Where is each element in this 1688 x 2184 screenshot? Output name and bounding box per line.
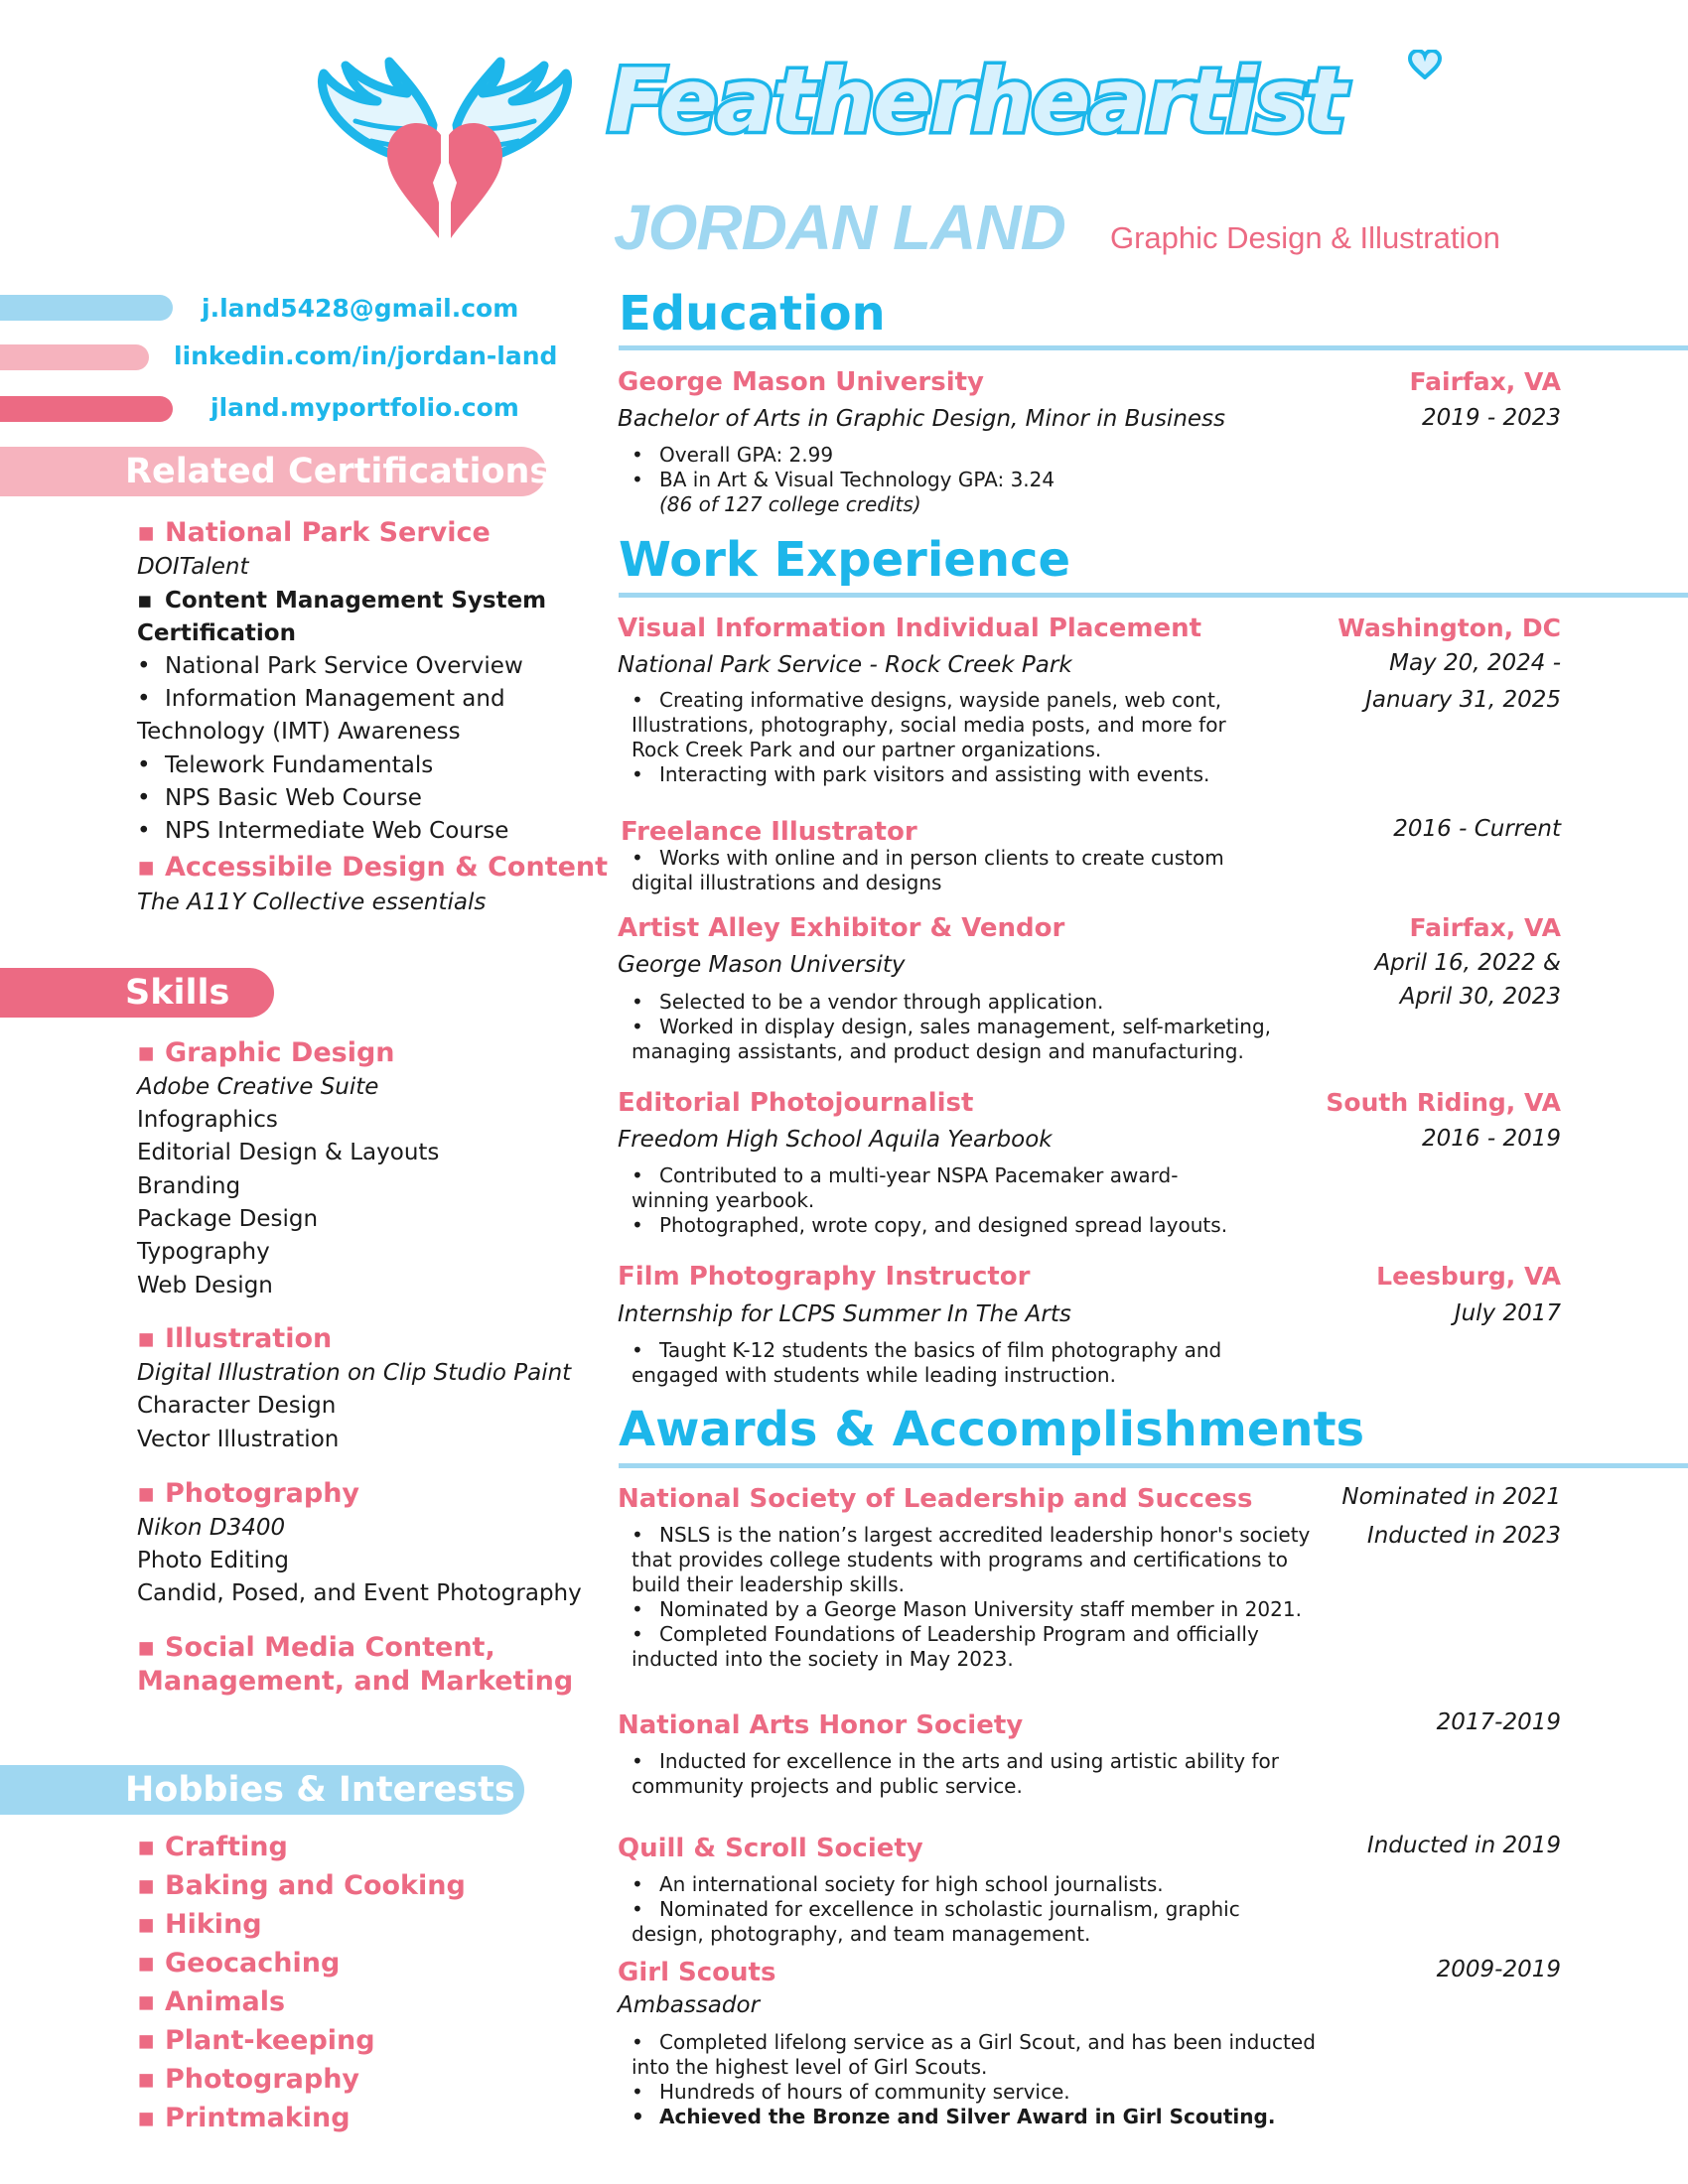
cert-item-continued: Technology (IMT) Awareness bbox=[137, 719, 461, 745]
winged-heart-logo bbox=[316, 44, 574, 252]
skill-item: Character Design bbox=[137, 1393, 337, 1419]
skill-item: Vector Illustration bbox=[137, 1427, 340, 1452]
person-name: JORDAN LAND bbox=[614, 192, 1065, 263]
cert-nps-sub: DOITalent bbox=[137, 554, 249, 580]
job-bullet: • Interacting with park visitors and assisting with events. bbox=[632, 762, 1210, 786]
cert-item: • NPS Basic Web Course bbox=[137, 785, 422, 811]
job-date: 2016 - Current bbox=[1393, 816, 1561, 842]
hobby-item: ▪ Geocaching bbox=[137, 1948, 341, 1979]
contact-bar-light-pink bbox=[0, 344, 149, 370]
award-bullet: • An international society for high school journalists. bbox=[632, 1872, 1164, 1896]
skill-item: Digital Illustration on Clip Studio Paint bbox=[137, 1360, 572, 1386]
job-bullet: • Worked in display design, sales management, self-marketing, bbox=[632, 1015, 1272, 1038]
job-date: 2016 - 2019 bbox=[1422, 1126, 1561, 1152]
section-pill-certifications: Related Certifications bbox=[0, 447, 546, 496]
cert-a11y-sub: The A11Y Collective essentials bbox=[137, 889, 487, 915]
hobby-item: ▪ Photography bbox=[137, 2064, 360, 2095]
job-title: Film Photography Instructor bbox=[618, 1262, 1031, 1292]
cert-item: • National Park Service Overview bbox=[137, 653, 523, 679]
job-org: George Mason University bbox=[618, 952, 906, 978]
award-role: Ambassador bbox=[618, 1992, 761, 2018]
award-bullet-continued: community projects and public service. bbox=[632, 1774, 1023, 1798]
award-title: Girl Scouts bbox=[618, 1958, 776, 1987]
award-date: 2009-2019 bbox=[1436, 1957, 1561, 1982]
cert-cms-line1: ▪ Content Management System bbox=[137, 588, 547, 614]
award-bullet: • Completed Foundations of Leadership Program and officially bbox=[632, 1622, 1259, 1646]
job-bullet: • Photographed, wrote copy, and designed spread layouts. bbox=[632, 1213, 1228, 1237]
job-bullet-continued: Illustrations, photography, social media posts, and more for bbox=[632, 713, 1226, 737]
skill-item: Typography bbox=[137, 1239, 270, 1265]
job-bullet-continued: engaged with students while leading instruction. bbox=[632, 1363, 1116, 1387]
skill-item: Adobe Creative Suite bbox=[137, 1074, 379, 1100]
section-pill-skills: Skills bbox=[0, 968, 274, 1018]
skill-heading: ▪ Social Media Content, bbox=[137, 1632, 495, 1663]
job-date: July 2017 bbox=[1454, 1300, 1561, 1326]
job-org: Freedom High School Aquila Yearbook bbox=[618, 1127, 1053, 1153]
tagline: Graphic Design & Illustration bbox=[1110, 220, 1500, 255]
square-bullet-icon: ▪ bbox=[137, 517, 156, 548]
section-rule bbox=[619, 345, 1688, 350]
hobby-item: ▪ Plant-keeping bbox=[137, 2025, 375, 2056]
award-date: Inducted in 2023 bbox=[1366, 1523, 1561, 1549]
job-bullet: • Selected to be a vendor through application. bbox=[632, 990, 1104, 1014]
job-bullet-continued: digital illustrations and designs bbox=[632, 871, 942, 894]
education-bullet: • BA in Art & Visual Technology GPA: 3.24 bbox=[632, 468, 1055, 491]
skill-heading: ▪ Illustration bbox=[137, 1323, 333, 1354]
hobby-item: ▪ Hiking bbox=[137, 1909, 262, 1940]
job-bullet: • Contributed to a multi-year NSPA Pacemaker award- bbox=[632, 1163, 1179, 1187]
skill-item: Nikon D3400 bbox=[137, 1515, 286, 1541]
skill-item: Branding bbox=[137, 1173, 241, 1199]
hobby-item: ▪ Animals bbox=[137, 1986, 286, 2017]
section-heading-awards: Awards & Accomplishments bbox=[619, 1402, 1365, 1457]
hobby-item: ▪ Crafting bbox=[137, 1832, 288, 1862]
job-org: National Park Service - Rock Creek Park bbox=[618, 652, 1072, 678]
job-location: Leesburg, VA bbox=[1376, 1262, 1561, 1291]
section-pill-hobbies: Hobbies & Interests bbox=[0, 1765, 524, 1815]
award-bullet: • Inducted for excellence in the arts and using artistic ability for bbox=[632, 1749, 1279, 1773]
award-bullet-continued: into the highest level of Girl Scouts. bbox=[632, 2055, 988, 2079]
school-location: Fairfax, VA bbox=[1409, 367, 1561, 396]
skill-heading: ▪ Photography bbox=[137, 1478, 360, 1509]
skill-item: Photo Editing bbox=[137, 1548, 290, 1573]
award-title: National Society of Leadership and Success bbox=[618, 1484, 1253, 1514]
education-bullet: • Overall GPA: 2.99 bbox=[632, 443, 834, 467]
skill-heading-continued: Management, and Marketing bbox=[137, 1666, 574, 1697]
section-heading-education: Education bbox=[619, 286, 886, 341]
award-bullet-continued: that provides college students with programs and certifications to bbox=[632, 1548, 1288, 1571]
skill-item: Infographics bbox=[137, 1107, 278, 1133]
hobby-item: ▪ Baking and Cooking bbox=[137, 1870, 466, 1901]
job-bullet-continued: winning yearbook. bbox=[632, 1188, 815, 1212]
job-location: Washington, DC bbox=[1337, 614, 1561, 642]
portfolio-link[interactable]: jland.myportfolio.com bbox=[211, 393, 519, 422]
job-date: January 31, 2025 bbox=[1365, 687, 1561, 713]
skill-item: Web Design bbox=[137, 1273, 273, 1298]
education-note: (86 of 127 college credits) bbox=[659, 492, 921, 516]
contact-bar-blue bbox=[0, 295, 173, 321]
job-location: South Riding, VA bbox=[1326, 1088, 1561, 1117]
award-bullet-continued: build their leadership skills. bbox=[632, 1572, 905, 1596]
section-rule bbox=[619, 1463, 1688, 1468]
award-date: Nominated in 2021 bbox=[1341, 1484, 1561, 1510]
award-bullet: • Nominated by a George Mason University staff member in 2021. bbox=[632, 1597, 1302, 1621]
job-location: Fairfax, VA bbox=[1409, 913, 1561, 942]
hobby-item: ▪ Printmaking bbox=[137, 2103, 351, 2133]
cert-item: • Information Management and bbox=[137, 686, 505, 712]
award-date: Inducted in 2019 bbox=[1366, 1833, 1561, 1858]
job-bullet: • Works with online and in person clients to create custom bbox=[632, 846, 1224, 870]
education-years: 2019 - 2023 bbox=[1422, 405, 1561, 431]
job-title: Editorial Photojournalist bbox=[618, 1088, 974, 1118]
section-rule bbox=[619, 593, 1688, 598]
cert-item: • Telework Fundamentals bbox=[137, 752, 434, 778]
contact-bar-pink bbox=[0, 396, 173, 422]
award-title: National Arts Honor Society bbox=[618, 1710, 1024, 1740]
award-date: 2017-2019 bbox=[1436, 1709, 1561, 1735]
cert-cms-line2: Certification bbox=[137, 620, 296, 646]
job-title: Freelance Illustrator bbox=[621, 817, 917, 847]
award-bullet: • NSLS is the nation’s largest accredited leadership honor's society bbox=[632, 1523, 1311, 1547]
skill-item: Candid, Posed, and Event Photography bbox=[137, 1580, 582, 1606]
job-date: April 16, 2022 & bbox=[1374, 950, 1561, 976]
award-bullet-continued: inducted into the society in May 2023. bbox=[632, 1647, 1014, 1671]
job-bullet: • Taught K-12 students the basics of film photography and bbox=[632, 1338, 1222, 1362]
award-bullet: • Completed lifelong service as a Girl Scout, and has been inducted bbox=[632, 2030, 1316, 2054]
cert-a11y-heading: ▪ Accessibile Design & Content bbox=[137, 852, 609, 883]
school-name: George Mason University bbox=[618, 367, 984, 397]
job-bullet-continued: managing assistants, and product design and manufacturing. bbox=[632, 1039, 1244, 1063]
degree: Bachelor of Arts in Graphic Design, Minor in Business bbox=[618, 406, 1226, 432]
skill-item: Package Design bbox=[137, 1206, 319, 1232]
job-title: Artist Alley Exhibitor & Vendor bbox=[618, 913, 1065, 943]
skill-heading: ▪ Graphic Design bbox=[137, 1037, 395, 1068]
job-bullet: • Creating informative designs, wayside panels, web cont, bbox=[632, 688, 1222, 712]
email-link[interactable]: j.land5428@gmail.com bbox=[202, 294, 519, 323]
job-date: May 20, 2024 - bbox=[1389, 650, 1561, 676]
skill-item: Editorial Design & Layouts bbox=[137, 1140, 440, 1165]
award-title: Quill & Scroll Society bbox=[618, 1834, 923, 1863]
linkedin-link[interactable]: linkedin.com/in/jordan-land bbox=[174, 341, 558, 370]
job-date: April 30, 2023 bbox=[1399, 984, 1561, 1010]
cert-nps-heading: ▪ National Park Service bbox=[137, 517, 491, 548]
job-bullet-continued: Rock Creek Park and our partner organizations. bbox=[632, 738, 1102, 761]
award-bullet: • Nominated for excellence in scholastic journalism, graphic bbox=[632, 1897, 1240, 1921]
award-bullet-continued: design, photography, and team management. bbox=[632, 1922, 1091, 1946]
brand-name: Featherheartist bbox=[608, 50, 1344, 152]
job-org: Internship for LCPS Summer In The Arts bbox=[618, 1301, 1071, 1327]
cert-item: • NPS Intermediate Web Course bbox=[137, 818, 509, 844]
job-title: Visual Information Individual Placement bbox=[618, 614, 1202, 643]
heart-icon bbox=[1408, 50, 1442, 79]
section-heading-work: Work Experience bbox=[619, 532, 1071, 588]
award-bullet: • Hundreds of hours of community service. bbox=[632, 2080, 1070, 2104]
award-bullet: • Achieved the Bronze and Silver Award in Girl Scouting. bbox=[632, 2105, 1276, 2128]
